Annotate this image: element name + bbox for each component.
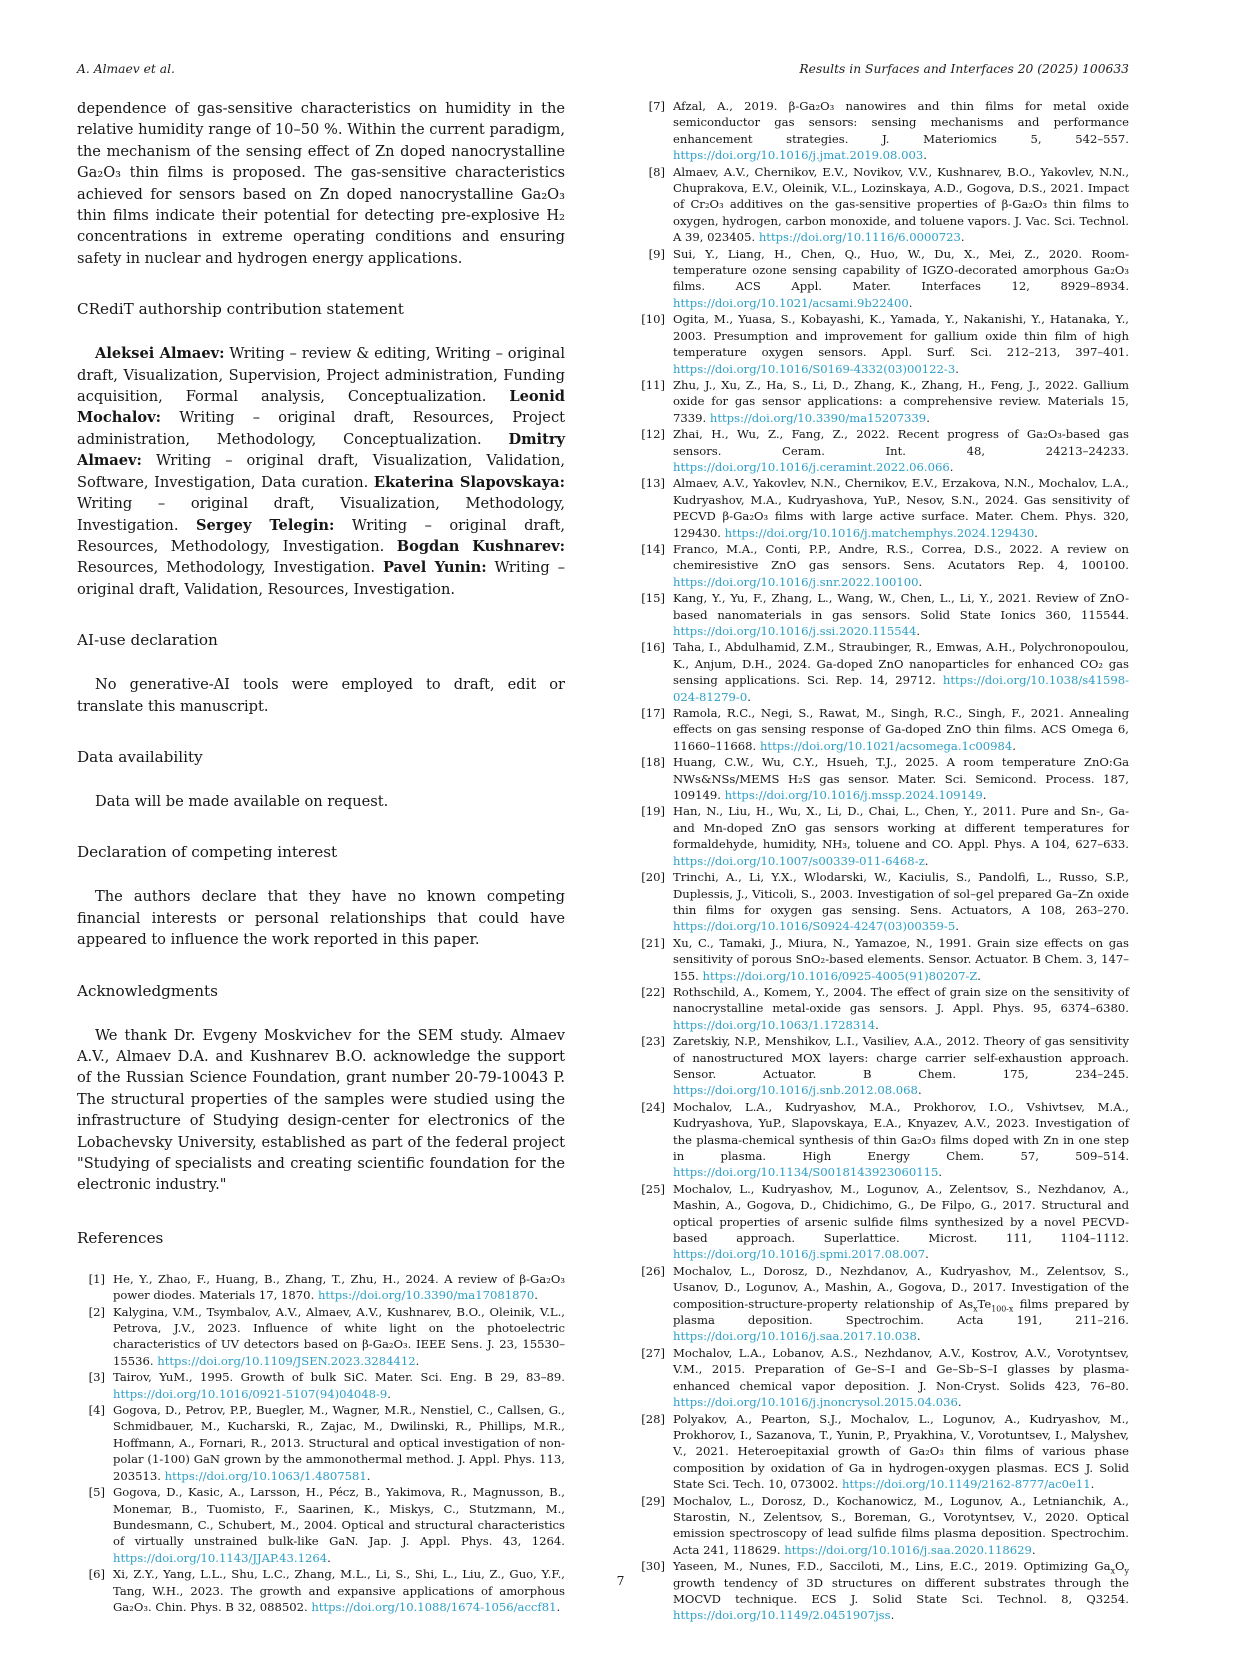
reference-number: [18] xyxy=(641,755,665,770)
subscript: x xyxy=(973,1303,978,1313)
right-column xyxy=(637,98,1129,1624)
references-heading: References xyxy=(77,1228,164,1247)
doi-link[interactable]: https://doi.org/10.1016/0925-4005(91)80207-Z xyxy=(702,968,978,983)
reference-number: [17] xyxy=(641,706,665,721)
doi-link[interactable]: https://doi.org/10.1134/S0018143923060115 xyxy=(673,1165,939,1180)
intro-paragraph: dependence of gas-sensitive characteristics on humidity in the relative humidity range of 10–50 %. Within the current paradigm, the mechanism of the sensing effect of Zn doped nanocrystalline Ga₂O₃ thin films is proposed. The gas-sensitive characteristics achieved for sensors based on Zn doped nanocrystalline Ga₂O₃ thin films indicate their potential for detecting pre-explosive H₂ concentrations in extreme operating conditions and ensuring safety in nuclear and hydrogen energy applications. xyxy=(77,100,565,267)
reference-text: Mochalov, L.A., Kudryashov, M.A., Prokhorov, I.O., Vshivtsev, M.A., Kudryashova, YuP., Slapovskaya, E.A., Knyazev, A.V., 2023. Investigation of the plasma-chemical synthesis of thin Ga₂O₃ films doped with Zn in one step in plasma. High Energy Chem. 57, 509–514. https://doi.org/10.1134/S0018143923060115. xyxy=(673,1099,1129,1180)
reference-number: [11] xyxy=(641,377,665,392)
reference-text: Afzal, A., 2019. β-Ga₂O₃ nanowires and thin films for metal oxide semiconductor gas sensors: sensing mechanisms and performance enhancement strategies. J. Materiomics 5, 542–557. https://doi.org/10.1016/j.jmat.2019.08.003. xyxy=(673,99,1129,163)
reference-text: Almaev, A.V., Yakovlev, N.N., Chernikov, E.V., Erzakova, N.N., Mochalov, L.A., Kudryashov, M.A., Kudryashova, YuP., Nesov, S.N., 2024. Gas sensitivity of PECVD β-Ga₂O₃ films with large active surface. Mater. Chem. Phys. 320, 129430. https://doi.org/10.1016/j.matchemphys.2024.129430. xyxy=(673,476,1129,540)
left-column xyxy=(77,98,565,1615)
reference-item xyxy=(637,935,1129,984)
doi-link[interactable]: https://doi.org/10.1016/j.snr.2022.100100 xyxy=(673,574,919,589)
doi-link[interactable]: https://doi.org/10.1016/j.matchemphys.2024.129430 xyxy=(724,525,1035,540)
reference-item xyxy=(637,1263,1129,1345)
running-head-journal: Results in Surfaces and Interfaces 20 (2025) 100633 xyxy=(799,62,1129,76)
reference-item xyxy=(637,1558,1129,1624)
reference-number: [19] xyxy=(641,804,665,819)
reference-number: [24] xyxy=(641,1099,665,1114)
author-name: Ekaterina Slapovskaya: xyxy=(373,473,565,491)
reference-number: [10] xyxy=(641,312,665,327)
reference-item xyxy=(637,590,1129,639)
reference-item xyxy=(637,426,1129,475)
doi-link[interactable]: https://doi.org/10.1063/1.4807581 xyxy=(164,1468,367,1483)
doi-link[interactable]: https://doi.org/10.1088/1674-1056/accf81 xyxy=(311,1599,557,1614)
section-heading: Declaration of competing interest xyxy=(77,843,338,862)
reference-text: Xu, C., Tamaki, J., Miura, N., Yamazoe, N., 1991. Grain size effects on gas sensitivity of porous SnO₂-based elements. Sensor. Actuator. B Chem. 3, 147–155. https://doi.org/10.1016/0925-4005(91)80207-Z. xyxy=(673,935,1129,983)
reference-text: Mochalov, L., Kudryashov, M., Logunov, A., Zelentsov, S., Nezhdanov, A., Mashin, A., Gogova, D., Chidichimo, G., De Filpo, G., 2017. Structural and optical properties of arsenic sulfide films synthesized by a novel PECVD-based approach. Superlattice. Microst. 111, 1104–1112. https://doi.org/10.1016/j.spmi.2017.08.007. xyxy=(673,1181,1129,1262)
reference-number: [25] xyxy=(641,1181,665,1196)
reference-text: Ogita, M., Yuasa, S., Kobayashi, K., Yamada, Y., Nakanishi, Y., Hatanaka, Y., 2003. Presumption and improvement for gallium oxide thin film of high temperature oxygen sensors. Appl. Surf. Sci. 212–213, 397–401. https://doi.org/10.1016/S0169-4332(03)00122-3. xyxy=(673,312,1129,376)
doi-link[interactable]: https://doi.org/10.1016/j.jmat.2019.08.003 xyxy=(673,148,924,163)
section-heading: Acknowledgments xyxy=(77,981,218,1000)
reference-item xyxy=(77,1304,565,1370)
reference-item xyxy=(637,869,1129,935)
reference-item xyxy=(637,541,1129,590)
reference-text: Mochalov, L., Dorosz, D., Nezhdanov, A., Kudryashov, M., Zelentsov, S., Usanov, D., Logunov, A., Mashin, A., Gogova, D., 2017. Investigation of the composition-structure-property relationship of $As_xTe_{100-x}$ films prepared by plasma deposition. Spectrochim. Acta 191, 211–216. https://doi.org/10.1016/j.saa.2017.10.038. xyxy=(673,1263,1129,1344)
reference-text: Mochalov, L., Dorosz, D., Kochanowicz, M., Logunov, A., Letnianchik, A., Starostin, N., Zelentsov, S., Boreman, G., Vorotyntsev, V., 2020. Optical emission spectroscopy of lead sulfide films plasma deposition. Spectrochim. Acta 241, 118629. https://doi.org/10.1016/j.saa.2020.118629. xyxy=(673,1493,1129,1557)
doi-link[interactable]: https://doi.org/10.1016/j.ssi.2020.115544 xyxy=(673,624,917,638)
reference-item xyxy=(637,639,1129,705)
reference-text: Kalygina, V.M., Tsymbalov, A.V., Almaev, A.V., Kushnarev, B.O., Oleinik, V.L., Petrova, J.V., 2023. Influence of white light on the photoelectric characteristics of UV detectors based on β-Ga₂O₃. IEEE Sens. J. 23, 15530–15536. https://doi.org/10.1109/JSEN.2023.3284412. xyxy=(113,1304,565,1368)
reference-number: [3] xyxy=(88,1370,105,1385)
reference-number: [29] xyxy=(641,1493,665,1508)
doi-link[interactable]: https://doi.org/10.1016/S0924-4247(03)00359-5 xyxy=(673,919,956,934)
doi-link[interactable]: https://doi.org/10.1143/JJAP.43.1264 xyxy=(113,1550,328,1565)
reference-number: [1] xyxy=(88,1271,105,1286)
section-paragraph: We thank Dr. Evgeny Moskvichev for the SEM study. Almaev A.V., Almaev D.A. and Kushnarev B.O. acknowledge the support of the Russian Science Foundation, grant number 20-79-10043 P. The structural properties of the samples were studied using the infrastructure of Studying design-center for electronics of the Lobachevsky University, established as part of the federal project "Studying of specialists and creating scientific foundation for the electronic industry." xyxy=(77,1026,565,1194)
subscript: x xyxy=(1110,1566,1116,1576)
reference-text: Mochalov, L.A., Lobanov, A.S., Nezhdanov, A.V., Kostrov, A.V., Vorotyntsev, V.M., 2015. Preparation of Ge–S–I and Ge–Sb–S–I glasses by plasma-enhanced chemical vapor deposition. J. Non-Cryst. Solids 423, 76–80. https://doi.org/10.1016/j.jnoncrysol.2015.04.036. xyxy=(673,1345,1129,1410)
doi-link[interactable]: https://doi.org/10.1016/j.saa.2017.10.038 xyxy=(673,1329,917,1344)
reference-text: Franco, M.A., Conti, P.P., Andre, R.S., Correa, D.S., 2022. A review on chemiresistive ZnO gas sensors. Sens. Acutators Rep. 4, 100100. https://doi.org/10.1016/j.snr.2022.100100. xyxy=(673,541,1129,589)
doi-link[interactable]: https://doi.org/10.1109/JSEN.2023.3284412 xyxy=(157,1353,416,1368)
section-paragraph: The authors declare that they have no known competing financial interests or personal relationships that could have appeared to influence the work reported in this paper. xyxy=(77,888,565,949)
doi-link[interactable]: https://doi.org/10.1116/6.0000723 xyxy=(758,230,961,245)
reference-number: [7] xyxy=(648,99,665,113)
reference-number: [14] xyxy=(641,541,665,556)
references-list-right xyxy=(637,98,1129,1624)
page-number: 7 xyxy=(616,1574,625,1588)
reference-text: Kang, Y., Yu, F., Zhang, L., Wang, W., Chen, L., Li, Y., 2021. Review of ZnO-based nanomaterials in gas sensors. Solid State Ionics 360, 115544. https://doi.org/10.1016/j.ssi.2020.115544. xyxy=(673,591,1129,638)
reference-text: Polyakov, A., Pearton, S.J., Mochalov, L., Logunov, A., Kudryashov, M., Prokhorov, I., Sazanova, T., Yunin, P., Pryakhina, V., Vorotuntsev, I., Malyshev, V., 2021. Heteroepitaxial growth of Ga₂O₃ thin films of various phase composition by oxidation of Ga in hydrogen-oxygen plasmas. ECS J. Solid State Sci. Tech. 10, 073002. https://doi.org/10.1149/2162-8777/ac0e11. xyxy=(673,1411,1129,1492)
reference-item xyxy=(637,705,1129,754)
reference-item xyxy=(637,1493,1129,1559)
reference-text: Yaseen, M., Nunes, F.D., Sacciloti, M., Lins, E.C., 2019. Optimizing $Ga_xO_y$ growth tendency of 3D structures on different substrates through the MOCVD technique. ECS J. Solid State Sci. Technol. 8, Q3254. https://doi.org/10.1149/2.0451907jss. xyxy=(673,1559,1129,1623)
reference-item xyxy=(637,377,1129,426)
reference-item xyxy=(77,1402,565,1484)
reference-text: Sui, Y., Liang, H., Chen, Q., Huo, W., Du, X., Mei, Z., 2020. Room-temperature ozone sensing capability of IGZO-decorated amorphous Ga₂O₃ films. ACS Appl. Mater. Interfaces 12, 8929–8934. https://doi.org/10.1021/acsami.9b22400. xyxy=(673,246,1129,310)
reference-number: [4] xyxy=(88,1403,105,1418)
reference-item xyxy=(637,1411,1129,1493)
reference-number: [15] xyxy=(641,591,665,606)
reference-number: [13] xyxy=(641,476,665,491)
reference-item xyxy=(637,246,1129,312)
author-name: Aleksei Almaev: xyxy=(95,345,225,363)
reference-item xyxy=(637,311,1129,377)
doi-link[interactable]: https://doi.org/10.1021/acsomega.1c00984 xyxy=(759,738,1013,753)
author-name: Leonid Mochalov: xyxy=(77,388,565,427)
reference-number: [27] xyxy=(641,1345,665,1360)
reference-number: [8] xyxy=(648,164,665,179)
reference-number: [21] xyxy=(641,935,665,950)
reference-text: Han, N., Liu, H., Wu, X., Li, D., Chai, L., Chen, Y., 2011. Pure and Sn-, Ga- and Mn-doped ZnO gas sensors working at different temperatures for formaldehyde, humidity, NH₃, toluene and CO. Appl. Phys. A 104, 627–633. https://doi.org/10.1007/s00339-011-6468-z. xyxy=(673,804,1129,868)
reference-item xyxy=(637,803,1129,869)
reference-number: [30] xyxy=(641,1559,665,1574)
reference-text: Tairov, YuM., 1995. Growth of bulk SiC. Mater. Sci. Eng. B 29, 83–89. https://doi.org/10.1016/0921-5107(94)04048-9. xyxy=(113,1370,565,1401)
section-heading: AI-use declaration xyxy=(77,631,218,650)
reference-number: [16] xyxy=(641,640,665,655)
reference-number: [12] xyxy=(641,427,665,442)
reference-text: Zhai, H., Wu, Z., Fang, Z., 2022. Recent progress of Ga₂O₃-based gas sensors. Ceram. Int. 48, 24213–24233. https://doi.org/10.1016/j.ceramint.2022.06.066. xyxy=(673,427,1129,474)
reference-number: [20] xyxy=(641,870,665,885)
doi-link[interactable]: https://doi.org/10.1038/s41598-024-81279-0 xyxy=(673,673,1129,704)
reference-item xyxy=(637,1099,1129,1181)
subscript: y xyxy=(1124,1566,1129,1576)
section-heading: CRediT authorship contribution statement xyxy=(77,300,404,319)
doi-link[interactable]: https://doi.org/10.3390/ma17081870 xyxy=(317,1288,535,1303)
reference-number: [9] xyxy=(648,246,665,261)
reference-item xyxy=(637,984,1129,1033)
reference-item xyxy=(637,1345,1129,1411)
doi-link[interactable]: https://doi.org/10.3390/ma15207339 xyxy=(709,410,927,425)
reference-item xyxy=(637,164,1129,246)
section-heading: Data availability xyxy=(77,747,203,766)
reference-item xyxy=(637,475,1129,541)
reference-text: He, Y., Zhao, F., Huang, B., Zhang, T., Zhu, H., 2024. A review of β-Ga₂O₃ power diodes. Materials 17, 1870. https://doi.org/10.3390/ma17081870. xyxy=(113,1271,565,1303)
reference-item xyxy=(77,1369,565,1402)
doi-link[interactable]: https://doi.org/10.1016/S0169-4332(03)00122-3 xyxy=(673,361,956,376)
reference-number: [2] xyxy=(88,1304,105,1319)
doi-link[interactable]: https://doi.org/10.1016/j.saa.2020.118629 xyxy=(784,1542,1032,1557)
reference-item xyxy=(637,1181,1129,1263)
doi-link[interactable]: https://doi.org/10.1149/2162-8777/ac0e11 xyxy=(842,1477,1091,1492)
two-column-body xyxy=(77,98,1129,1624)
running-head-authors: A. Almaev et al. xyxy=(77,62,175,76)
reference-number: [22] xyxy=(641,984,665,999)
running-head xyxy=(77,62,1129,76)
reference-number: [28] xyxy=(641,1411,665,1426)
author-name: Sergey Telegin: xyxy=(195,516,335,534)
doi-link[interactable]: https://doi.org/10.1021/acsami.9b22400 xyxy=(673,295,909,310)
reference-item xyxy=(637,1033,1129,1099)
reference-item xyxy=(77,1484,565,1566)
reference-text: Rothschild, A., Komem, Y., 2004. The effect of grain size on the sensitivity of nanocrystalline metal-oxide gas sensors. J. Appl. Phys. 95, 6374–6380. https://doi.org/10.1063/1.1728314. xyxy=(673,984,1129,1032)
doi-link[interactable]: https://doi.org/10.1149/2.0451907jss xyxy=(673,1608,891,1623)
reference-text: Gogova, D., Petrov, P.P., Buegler, M., Wagner, M.R., Nenstiel, C., Callsen, G., Schmidbauer, M., Kucharski, R., Zajac, M., Dwilinski, R., Phillips, M.R., Hoffmann, A., Fornari, R., 2013. Structural and optical investigation of non-polar (1-100) GaN grown by the ammonothermal method. J. Appl. Phys. 113, 203513. https://doi.org/10.1063/1.4807581. xyxy=(113,1403,565,1483)
doi-link[interactable]: https://doi.org/10.1016/j.snb.2012.08.068 xyxy=(673,1083,918,1098)
reference-number: [23] xyxy=(641,1034,665,1049)
section-paragraph: No generative-AI tools were employed to draft, edit or translate this manuscript. xyxy=(77,676,565,715)
doi-link[interactable]: https://doi.org/10.1063/1.1728314 xyxy=(673,1017,876,1032)
doi-link[interactable]: https://doi.org/10.1016/j.mssp.2024.109149 xyxy=(724,788,983,803)
doi-link[interactable]: https://doi.org/10.1016/j.jnoncrysol.2015.04.036 xyxy=(673,1395,958,1410)
reference-text: Ramola, R.C., Negi, S., Rawat, M., Singh, R.C., Singh, F., 2021. Annealing effects on gas sensing response of Ga-doped ZnO thin films. ACS Omega 6, 11660–11668. https://doi.org/10.1021/acsomega.1c00984. xyxy=(673,706,1129,753)
doi-link[interactable]: https://doi.org/10.1016/j.spmi.2017.08.007 xyxy=(673,1247,926,1262)
reference-text: Gogova, D., Kasic, A., Larsson, H., Pécz, B., Yakimova, R., Magnusson, B., Monemar, B., Tuomisto, F., Saarinen, K., Miskys, C., Stutzmann, M., Bundesmann, C., Schubert, M., 2004. Optical and structural characteristics of virtually unstrained bulk-like GaN. Jap. J. Appl. Phys. 43, 1264. https://doi.org/10.1143/JJAP.43.1264. xyxy=(113,1485,565,1565)
reference-item xyxy=(637,98,1129,164)
author-name: Dmitry Almaev: xyxy=(77,430,565,470)
doi-link[interactable]: https://doi.org/10.1016/j.ceramint.2022.06.066 xyxy=(673,459,950,474)
reference-number: [6] xyxy=(88,1567,105,1582)
doi-link[interactable]: https://doi.org/10.1016/0921-5107(94)04048-9 xyxy=(113,1386,388,1401)
reference-text: Taha, I., Abdulhamid, Z.M., Straubinger, R., Emwas, A.H., Polychronopoulou, K., Anjum, D.H., 2024. Ga-doped ZnO nanoparticles for enhanced CO₂ gas sensing applications. Sci. Rep. 14, 29712. https://doi.org/10.1038/s41598-024-81279-0. xyxy=(673,640,1129,704)
reference-number: [26] xyxy=(641,1263,665,1278)
author-name: Pavel Yunin: xyxy=(382,559,487,577)
reference-text: Almaev, A.V., Chernikov, E.V., Novikov, V.V., Kushnarev, B.O., Yakovlev, N.N., Chuprakova, E.V., Oleinik, V.L., Lozinskaya, A.D., Gogova, D.S., 2021. Impact of Cr₂O₃ additives on the gas-sensitive properties of β-Ga₂O₃ thin films to oxygen, hydrogen, carbon monoxide, and toluene vapors. J. Vac. Sci. Technol. A 39, 023405. https://doi.org/10.1116/6.0000723. xyxy=(673,164,1129,245)
reference-text: Huang, C.W., Wu, C.Y., Hsueh, T.J., 2025. A room temperature ZnO:Ga NWs&NSs/MEMS H₂S gas sensor. Mater. Sci. Semicond. Process. 187, 109149. https://doi.org/10.1016/j.mssp.2024.109149. xyxy=(673,755,1129,803)
reference-text: Trinchi, A., Li, Y.X., Wlodarski, W., Kaciulis, S., Pandolfi, L., Russo, S.P., Duplessis, J., Viticoli, S., 2003. Investigation of sol–gel prepared Ga–Zn oxide thin films for oxygen gas sensing. Sens. Actuators, A 108, 263–270. https://doi.org/10.1016/S0924-4247(03)00359-5. xyxy=(673,870,1129,934)
references-list-left xyxy=(77,1271,565,1616)
reference-item xyxy=(637,754,1129,803)
reference-text: Xi, Z.Y., Yang, L.L., Shu, L.C., Zhang, M.L., Li, S., Shi, L., Liu, Z., Guo, Y.F., Tang, W.H., 2023. The growth and expansive applications of amorphous Ga₂O₃. Chin. Phys. B 32, 088502. https://doi.org/10.1088/1674-1056/accf81. xyxy=(113,1567,565,1614)
author-name: Bogdan Kushnarev: xyxy=(396,537,565,555)
subscript: 100-x xyxy=(991,1303,1014,1313)
section-paragraph: Aleksei Almaev: Writing – review & editing, Writing – original draft, Visualization, Supervision, Project administration, Funding acquisition, Formal analysis, Conceptualization. Leonid Mochalov: Writing – original draft, Resources, Project administration, Methodology, Conceptualization. Dmitry Almaev: Writing – original draft, Visualization, Validation, Software, Investigation, Data curation. Ekaterina Slapovskaya: Writing – original draft, Visualization, Methodology, Investigation. Sergey Telegin: Writing – original draft, Resources, Methodology, Investigation. Bogdan Kushnarev: Resources, Methodology, Investigation. Pavel Yunin: Writing – original draft, Validation, Resources, Investigation. xyxy=(77,345,566,598)
left-sections xyxy=(77,300,565,1196)
section-paragraph: Data will be made available on request. xyxy=(95,792,389,810)
doi-link[interactable]: https://doi.org/10.1007/s00339-011-6468-z xyxy=(673,853,925,868)
reference-number: [5] xyxy=(88,1485,105,1500)
reference-text: Zhu, J., Xu, Z., Ha, S., Li, D., Zhang, K., Zhang, H., Feng, J., 2022. Gallium oxide for gas sensor applications: a comprehensive review. Materials 15, 7339. https://doi.org/10.3390/ma15207339. xyxy=(673,377,1129,425)
reference-text: Zaretskiy, N.P., Menshikov, L.I., Vasiliev, A.A., 2012. Theory of gas sensitivity of nanostructured MOX layers: charge carrier self-exhaustion approach. Sensor. Actuator. B Chem. 175, 234–245. https://doi.org/10.1016/j.snb.2012.08.068. xyxy=(673,1034,1129,1098)
reference-item xyxy=(77,1271,565,1304)
